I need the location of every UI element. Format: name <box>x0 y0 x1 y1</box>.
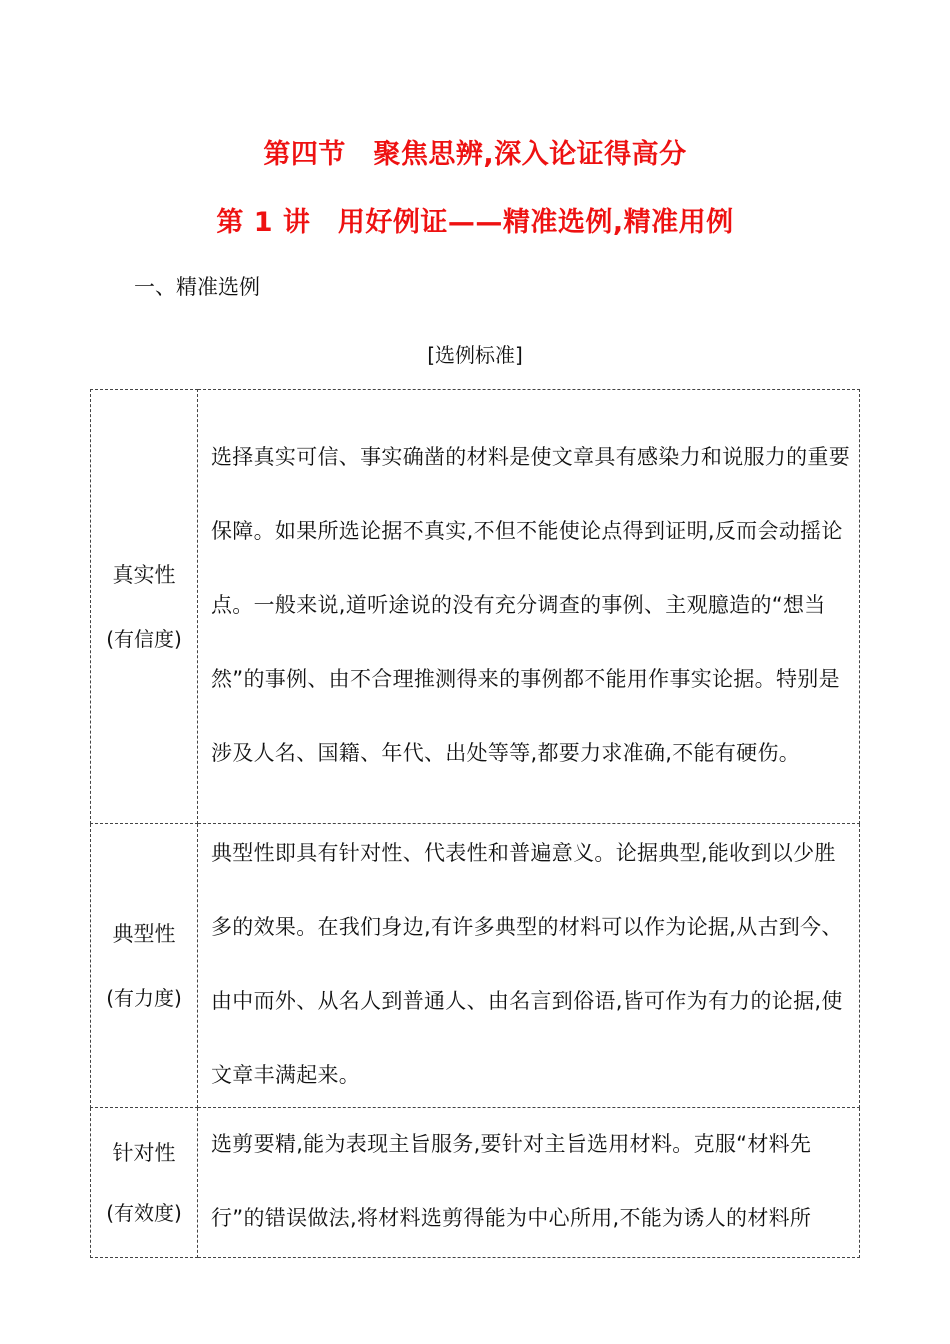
table-caption: [选例标准] <box>427 343 523 367</box>
table-row <box>91 824 860 1108</box>
criterion-description-cell <box>198 390 860 824</box>
table-row <box>91 390 860 824</box>
criterion-description: 选剪要精,能为表现主旨服务,要针对主旨选用材料。克服“材料先行”的错误做法,将材料选剪得能为中心所用,不能为诱人的材料所 <box>211 1131 812 1230</box>
criterion-description: 典型性即具有针对性、代表性和普遍意义。论据典型,能收到以少胜多的效果。在我们身边,有许多典型的材料可以作为论据,从古到今、由中而外、从名人到普通人、由名言到俗语,皆可作为有力的论据,使文章丰满起来。 <box>211 840 843 1087</box>
section-title: 第四节 聚焦思辨,深入论证得高分 <box>263 139 687 170</box>
criterion-name: 真实性 <box>112 562 176 587</box>
criteria-table <box>90 389 860 1258</box>
lecture-title: 第 1 讲 用好例证——精准选例,精准用例 <box>216 207 734 238</box>
criterion-sub: (有效度) <box>106 1201 182 1225</box>
criterion-sub: (有信度) <box>106 626 182 651</box>
criterion-label-cell <box>91 390 198 824</box>
criterion-label-cell <box>91 824 198 1108</box>
criterion-label-cell <box>91 1108 198 1258</box>
criterion-sub: (有力度) <box>106 985 182 1010</box>
criterion-name: 针对性 <box>112 1141 176 1165</box>
criterion-name: 典型性 <box>112 921 176 946</box>
criterion-description-cell <box>198 1108 860 1258</box>
criterion-description-cell <box>198 824 860 1108</box>
table-row <box>91 1108 860 1258</box>
section-heading: 一、精准选例 <box>134 275 260 299</box>
criterion-description: 选择真实可信、事实确凿的材料是使文章具有感染力和说服力的重要保障。如果所选论据不真实,不但不能使论点得到证明,反而会动摇论点。一般来说,道听途说的没有充分调查的事例、主观臆造的“想当然”的事例、由不合理推测得来的事例都不能用作事实论据。特别是涉及人名、国籍、年代、出处等等,都要力求准确,不能有硬伤。 <box>211 444 850 765</box>
